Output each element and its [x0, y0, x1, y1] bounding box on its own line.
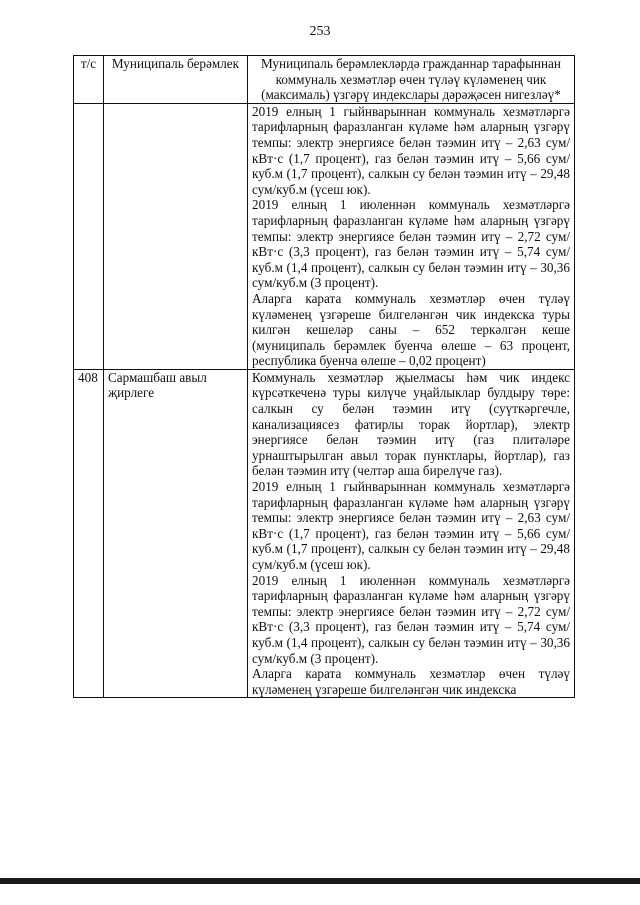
page-number: 253	[309, 24, 331, 39]
row-justification	[248, 103, 575, 369]
row-number	[74, 103, 104, 369]
table-row	[74, 369, 575, 697]
header-justification: Муниципаль берәмлекләрдә гражданнар тарафыннан коммуналь хезмәтләр өчен түләү күләменең чик (максималь) үзгәрү индекслары дәрәҗәсен нигезләү*	[248, 56, 575, 104]
row-paragraph: Аларга карата коммуналь хезмәтләр өчен түләү күләменең үзгәреше билгеләнгән чик индекска туры килгән кешеләр саны – 652 теркәлгән кеше (муниципаль берәмлек буенча өлеше – 63 процент, республика буенча өлеше – 0,02 процент)	[252, 290, 570, 369]
row-number: 408	[74, 369, 104, 697]
tariff-table	[73, 55, 575, 698]
row-municipality: Сармашбаш авыл җирлеге	[104, 369, 248, 697]
row-paragraph: 2019 елның 1 гыйнварыннан коммуналь хезмәтләргә тарифларның фаразланган күләме һәм аларның үзгәрү темпы: электр энергиясе белән тәэмин итү – 2,63 сум/кВт·с (1,7 процент), газ белән тәэмин итү – 5,66 сум/куб.м (1,7 процент), салкын су белән тәэмин итү – 29,48 сум/куб.м (үсеш юк).	[252, 103, 570, 197]
row-justification	[248, 369, 575, 697]
header-municipality: Муниципаль берәмлек	[104, 56, 248, 104]
row-paragraph: 2019 елның 1 июленнән коммуналь хезмәтләргә тарифларның фаразланган күләме һәм аларның үзгәрү темпы: электр энергиясе белән тәэмин итү – 2,72 сум/кВт·с (3,3 процент), газ белән тәэмин итү – 5,74 сум/куб.м (1,4 процент), салкын су белән тәэмин итү – 30,36 сум/куб.м (3 процент).	[252, 197, 570, 291]
row-paragraph: 2019 елның 1 гыйнварыннан коммуналь хезмәтләргә тарифларның фаразланган күләме һәм аларның үзгәрү темпы: электр энергиясе белән тәэмин итү – 2,63 сум/кВт·с (1,7 процент), газ белән тәэмин итү – 5,66 сум/куб.м (1,7 процент), салкын су белән тәэмин итү – 29,48 сум/куб.м (үсеш юк).	[252, 479, 570, 572]
scan-edge-band	[0, 878, 640, 884]
row-municipality	[104, 103, 248, 369]
table-header-row	[74, 56, 575, 104]
header-number: т/с	[74, 56, 104, 104]
row-paragraph: Коммуналь хезмәтләр җыелмасы һәм чик индекс күрсәткеченә туры килүче уңайлыклар булдыру төре: салкын су белән тәэмин итү (суүткәргечле, канализациясез фатирлы торак йортлар), электр энергиясе белән тәэмин итү (газ плитәләре урнаштырылган авыл торак пунктлары, йортлар), газ белән тәэмин итү (челтәр аша бирелүче газ).	[252, 369, 570, 479]
row-paragraph: Аларга карата коммуналь хезмәтләр өчен түләү күләменең үзгәреше билгеләнгән чик индекска	[252, 666, 570, 697]
table-row	[74, 103, 575, 369]
row-paragraph: 2019 елның 1 июленнән коммуналь хезмәтләргә тарифларның фаразланган күләме һәм аларның үзгәрү темпы: электр энергиясе белән тәэмин итү – 2,72 сум/кВт·с (3,3 процент), газ белән тәэмин итү – 5,74 сум/куб.м (1,4 процент), салкын су белән тәэмин итү – 30,36 сум/куб.м (3 процент).	[252, 572, 570, 666]
